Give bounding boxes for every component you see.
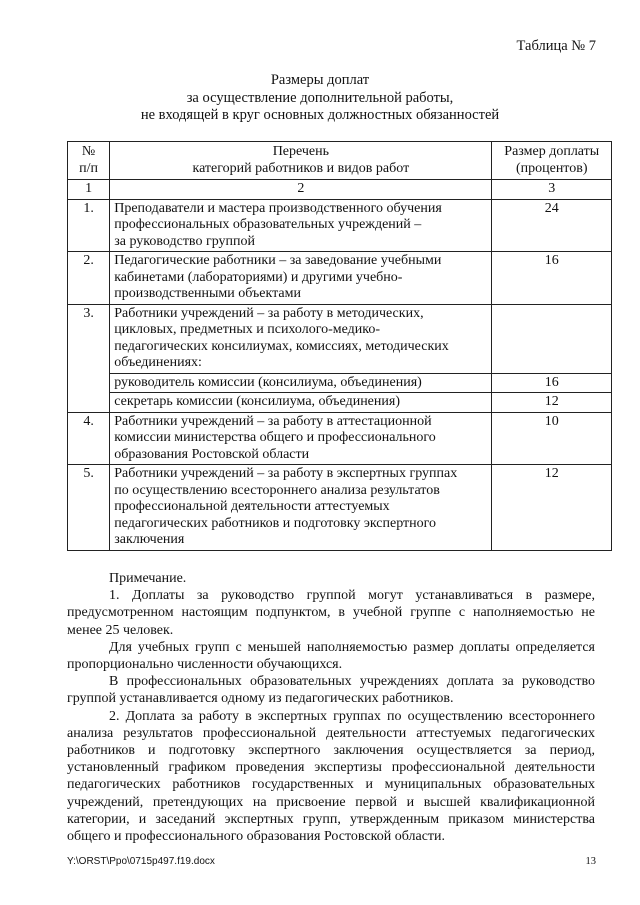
- row-text: Работники учреждений – за работу в экспертных группах по осуществлению всестороннего анализа результатов профессиональной деятельности аттестуемых педагогических работников и подготовку экспертного заключения: [110, 465, 492, 551]
- notes-section: [67, 570, 595, 845]
- table-row: [68, 304, 612, 373]
- table-header-row: [68, 142, 612, 180]
- title-line-1: Размеры доплат: [270, 72, 370, 88]
- table-label: Таблица № 7: [516, 38, 596, 54]
- table-subrow: [68, 393, 612, 413]
- row-number: 5.: [68, 465, 110, 551]
- table-title: [0, 72, 640, 125]
- subrow-value: 16: [492, 373, 612, 393]
- row-value: 24: [492, 199, 612, 252]
- footer-page-number: 13: [585, 856, 596, 867]
- row-text: Педагогические работники – за заведование учебными кабинетами (лабораториями) и другими учебно- производственными объектами: [110, 252, 492, 305]
- column-index-3: 3: [492, 180, 612, 200]
- table-row: [68, 412, 612, 465]
- table-row: [68, 252, 612, 305]
- table-row: [68, 465, 612, 551]
- title-line-2: за осуществление дополнительной работы,: [186, 89, 454, 106]
- row-text: Работники учреждений – за работу в аттестационной комиссии министерства общего и профессионального образования Ростовской области: [110, 412, 492, 465]
- allowance-table: [67, 141, 612, 551]
- subrow-text: руководитель комиссии (консилиума, объединения): [110, 373, 492, 393]
- header-amount: Размер доплаты (процентов): [492, 142, 612, 180]
- note-paragraph: 2. Доплата за работу в экспертных группах по осуществлению всестороннего анализа результатов профессиональной деятельности аттестуемых педагогических работников и подготовку экспертного заключения осуществляется за период, установленный графиком проведения экспертизы профессиональной деятельности педагогических работников государственных и муниципальных образовательных учреждений, претендующих на присвоение первой и высшей квалификационной категории, и заседаний экспертных групп, утвержденным приказом министерства общего и профессионального образования Ростовской области.: [67, 708, 595, 845]
- row-value: 10: [492, 412, 612, 465]
- column-index-row: [68, 180, 612, 200]
- row-number: 4.: [68, 412, 110, 465]
- subrow-text: секретарь комиссии (консилиума, объединения): [110, 393, 492, 413]
- column-index-2: 2: [110, 180, 492, 200]
- note-paragraph: Для учебных групп с меньшей наполняемостью размер доплаты определяется пропорционально численности обучающихся.: [67, 639, 595, 673]
- table-row: [68, 199, 612, 252]
- header-number: № п/п: [68, 142, 110, 180]
- title-line-3: не входящей в круг основных должностных обязанностей: [140, 107, 500, 123]
- header-categories: Перечень категорий работников и видов работ: [110, 142, 492, 180]
- footer-file-path: Y:\ORST\Ppo\0715p497.f19.docx: [67, 856, 215, 867]
- row-number: 2.: [68, 252, 110, 305]
- notes-heading: Примечание.: [109, 571, 187, 586]
- row-number: 1.: [68, 199, 110, 252]
- note-paragraph: В профессиональных образовательных учреждениях доплата за руководство группой устанавливается одному из педагогических работников.: [67, 674, 595, 707]
- table-subrow: [68, 373, 612, 393]
- row-value: 12: [492, 465, 612, 551]
- row-text: Работники учреждений – за работу в методических, цикловых, предметных и психолого-медико- педагогических консилиумах, комиссиях, методических объединениях:: [110, 304, 492, 373]
- note-paragraph: 1. Доплаты за руководство группой могут устанавливаться в размере, предусмотренном настоящим подпунктом, в учебной группе с наполняемостью не менее 25 человек.: [67, 588, 595, 638]
- row-text: Преподаватели и мастера производственного обучения профессиональных образовательных учреждений – за руководство группой: [110, 199, 492, 252]
- subrow-value: 12: [492, 393, 612, 413]
- column-index-1: 1: [68, 180, 110, 200]
- row-number: 3.: [68, 304, 110, 412]
- row-value: [492, 304, 612, 373]
- row-value: 16: [492, 252, 612, 305]
